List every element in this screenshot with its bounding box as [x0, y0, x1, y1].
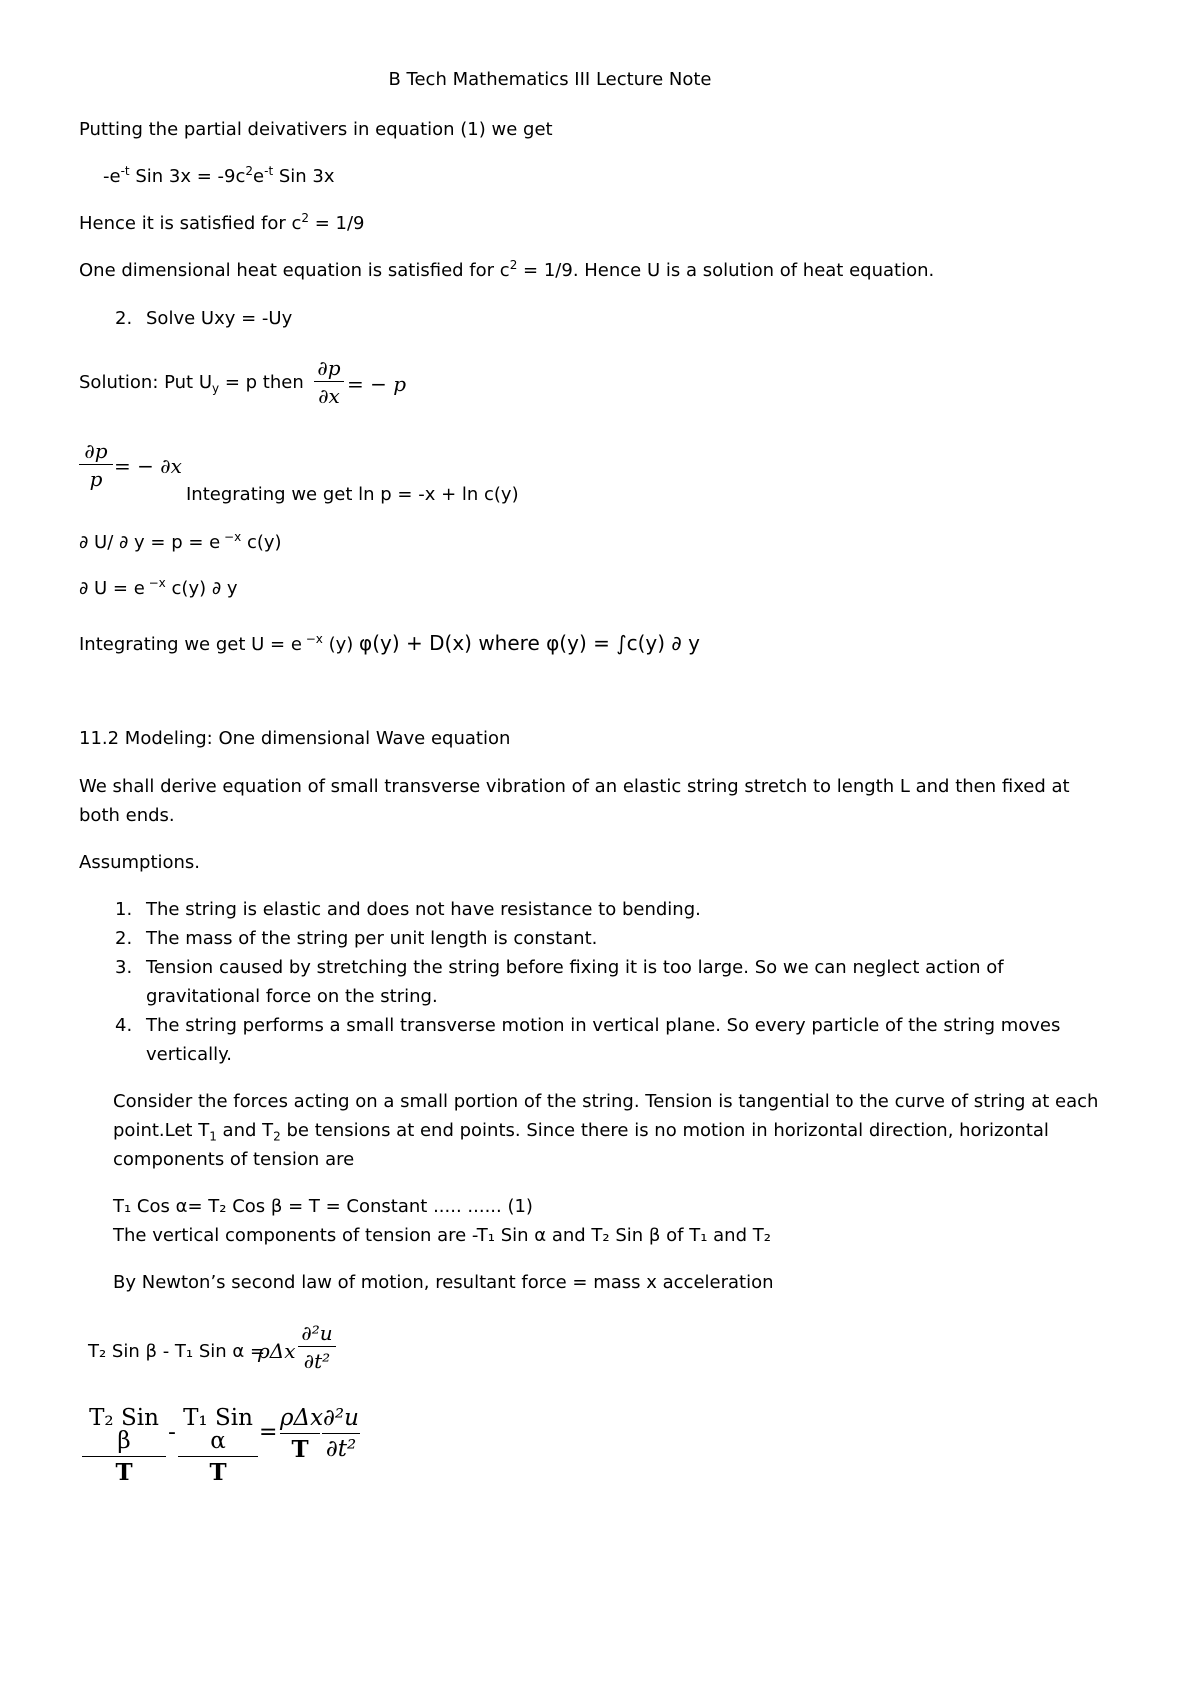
list-item-number: 4. [115, 1015, 133, 1036]
list-item-number: 3. [115, 957, 133, 978]
fraction-denominator: T [209, 1459, 227, 1486]
fraction-denominator: p [89, 467, 103, 491]
assumption-text: The string is elastic and does not have resistance to bending. [146, 899, 701, 920]
assumption-text: gravitational force on the string. [146, 986, 438, 1007]
eq-part: c(y) ∂ y [165, 578, 238, 599]
equation-heat-substitution [103, 164, 335, 187]
fraction-denominator: ∂t² [325, 1436, 357, 1462]
fraction-d2u-dt2 [322, 1407, 360, 1461]
fraction-numerator: ∂p [84, 439, 108, 463]
text-sub: y [212, 381, 220, 396]
minus-sign: - [168, 1420, 176, 1445]
eq-part: (y) [322, 634, 360, 655]
text-part: Solution: Put U [79, 372, 213, 393]
text-part: point.Let T [113, 1120, 210, 1141]
equation-horizontal-tension: T₁ Cos α= T₂ Cos β = T = Constant ..... ...... (1) [113, 1196, 533, 1217]
fraction-rho-delta-x-over-t [280, 1405, 324, 1463]
assumptions-label: Assumptions. [79, 852, 201, 873]
fraction-bar [314, 381, 344, 382]
equation-rhs: = − p [347, 372, 407, 396]
fraction-dp-p [79, 441, 113, 489]
eq-sup: −x [301, 632, 323, 646]
text-part: = 1/9 [309, 213, 365, 234]
fraction-bar [280, 1433, 320, 1434]
text-line-satisfied [79, 211, 365, 234]
text-sub: 2 [273, 1129, 281, 1144]
fraction-numerator: T₂ Sin β [89, 1405, 159, 1454]
eq-sup: 2 [245, 164, 254, 178]
problem-statement: Solve Uxy = -Uy [146, 308, 293, 329]
eq-sup: -t [120, 164, 130, 178]
fraction-numerator: T₁ Sin α [183, 1405, 253, 1454]
integrating-line: Integrating we get ln p = -x + ln c(y) [186, 484, 519, 505]
text-part: be tensions at end points. Since there is no motion in horizontal direction, horizontal [280, 1120, 1049, 1141]
page-header-title: B Tech Mathematics III Lecture Note [388, 69, 712, 90]
eq-part: φ(y) + D(x) where φ(y) = ∫c(y) ∂ y [359, 631, 700, 655]
equation-newton-lhs: T₂ Sin β - T₁ Sin α = [88, 1341, 266, 1362]
equation-rhs: = − ∂x [114, 454, 182, 478]
list-item-number: 2. [115, 928, 133, 949]
solution-line [79, 372, 304, 396]
equation-partial-u-y [79, 530, 282, 553]
section-heading: 11.2 Modeling: One dimensional Wave equation [79, 728, 511, 749]
paragraph-line: components of tension are [113, 1149, 355, 1170]
text-part: and T [216, 1120, 274, 1141]
paragraph-line: Consider the forces acting on a small portion of the string. Tension is tangential to the curve of string at each [113, 1091, 1099, 1112]
eq-sup: −x [220, 530, 242, 544]
assumption-text: The mass of the string per unit length is constant. [146, 928, 598, 949]
fraction-bar [322, 1433, 360, 1434]
assumption-text: Tension caused by stretching the string before fixing it is too large. So we can neglect action of [146, 957, 1004, 978]
text-part: One dimensional heat equation is satisfied for c [79, 260, 510, 281]
text-part: = p then [219, 372, 304, 393]
eq-sup: -t [264, 164, 274, 178]
fraction-numerator: ∂p [317, 356, 341, 380]
list-item-number: 2. [115, 308, 133, 329]
fraction-dp-dx [314, 358, 344, 406]
intro-text-line: We shall derive equation of small transverse vibration of an elastic string stretch to length L and then fixed at [79, 776, 1070, 797]
eq-part: ∂ U = e [79, 578, 145, 599]
vertical-components-line: The vertical components of tension are -T₁ Sin α and T₂ Sin β of T₁ and T₂ [113, 1225, 771, 1246]
fraction-t2-sin-beta [82, 1407, 166, 1484]
text-sup: 2 [509, 258, 518, 272]
fraction-numerator: ∂²u [323, 1405, 359, 1431]
fraction-bar [298, 1346, 336, 1347]
fraction-bar [79, 464, 113, 465]
eq-part: e [253, 166, 265, 187]
fraction-numerator: ∂²u [301, 1321, 333, 1345]
fraction-bar [82, 1456, 166, 1457]
eq-part: -e [103, 166, 121, 187]
fraction-t1-sin-alpha [178, 1407, 258, 1484]
equation-partial-u [79, 576, 238, 599]
text-sub: 1 [209, 1129, 217, 1144]
eq-sup: −x [144, 576, 166, 590]
equation-integrated-solution [79, 633, 700, 654]
paragraph-line [113, 1120, 1049, 1144]
fraction-denominator: T [291, 1436, 309, 1463]
eq-part: c(y) [241, 532, 282, 553]
fraction-second-derivative [298, 1323, 336, 1371]
fraction-denominator: ∂t² [303, 1349, 331, 1373]
fraction-numerator: ρΔx [280, 1405, 324, 1431]
eq-part: Sin 3x = -9c [129, 166, 246, 187]
fraction-denominator: T [115, 1459, 133, 1486]
assumption-text: vertically. [146, 1044, 232, 1065]
fraction-bar [178, 1456, 258, 1457]
list-item-number: 1. [115, 899, 133, 920]
text-sup: 2 [301, 211, 310, 225]
fraction-denominator: ∂x [318, 384, 340, 408]
equals-sign: = [259, 1420, 278, 1445]
intro-text-line: both ends. [79, 805, 175, 826]
eq-part: Sin 3x [273, 166, 335, 187]
newton-law-line: By Newton’s second law of motion, resultant force = mass x acceleration [113, 1272, 774, 1293]
text-line-partial-derivatives: Putting the partial deivativers in equation (1) we get [79, 119, 553, 140]
assumption-text: The string performs a small transverse motion in vertical plane. So every particle of the string moves [146, 1015, 1061, 1036]
eq-part: Integrating we get U = e [79, 634, 302, 655]
rho-delta-x: ρΔx [258, 1339, 296, 1363]
eq-part: ∂ U/ ∂ y = p = e [79, 532, 221, 553]
text-part: = 1/9. Hence U is a solution of heat equation. [517, 260, 935, 281]
text-part: Hence it is satisfied for c [79, 213, 302, 234]
text-line-heat-equation-conclusion [79, 258, 935, 281]
